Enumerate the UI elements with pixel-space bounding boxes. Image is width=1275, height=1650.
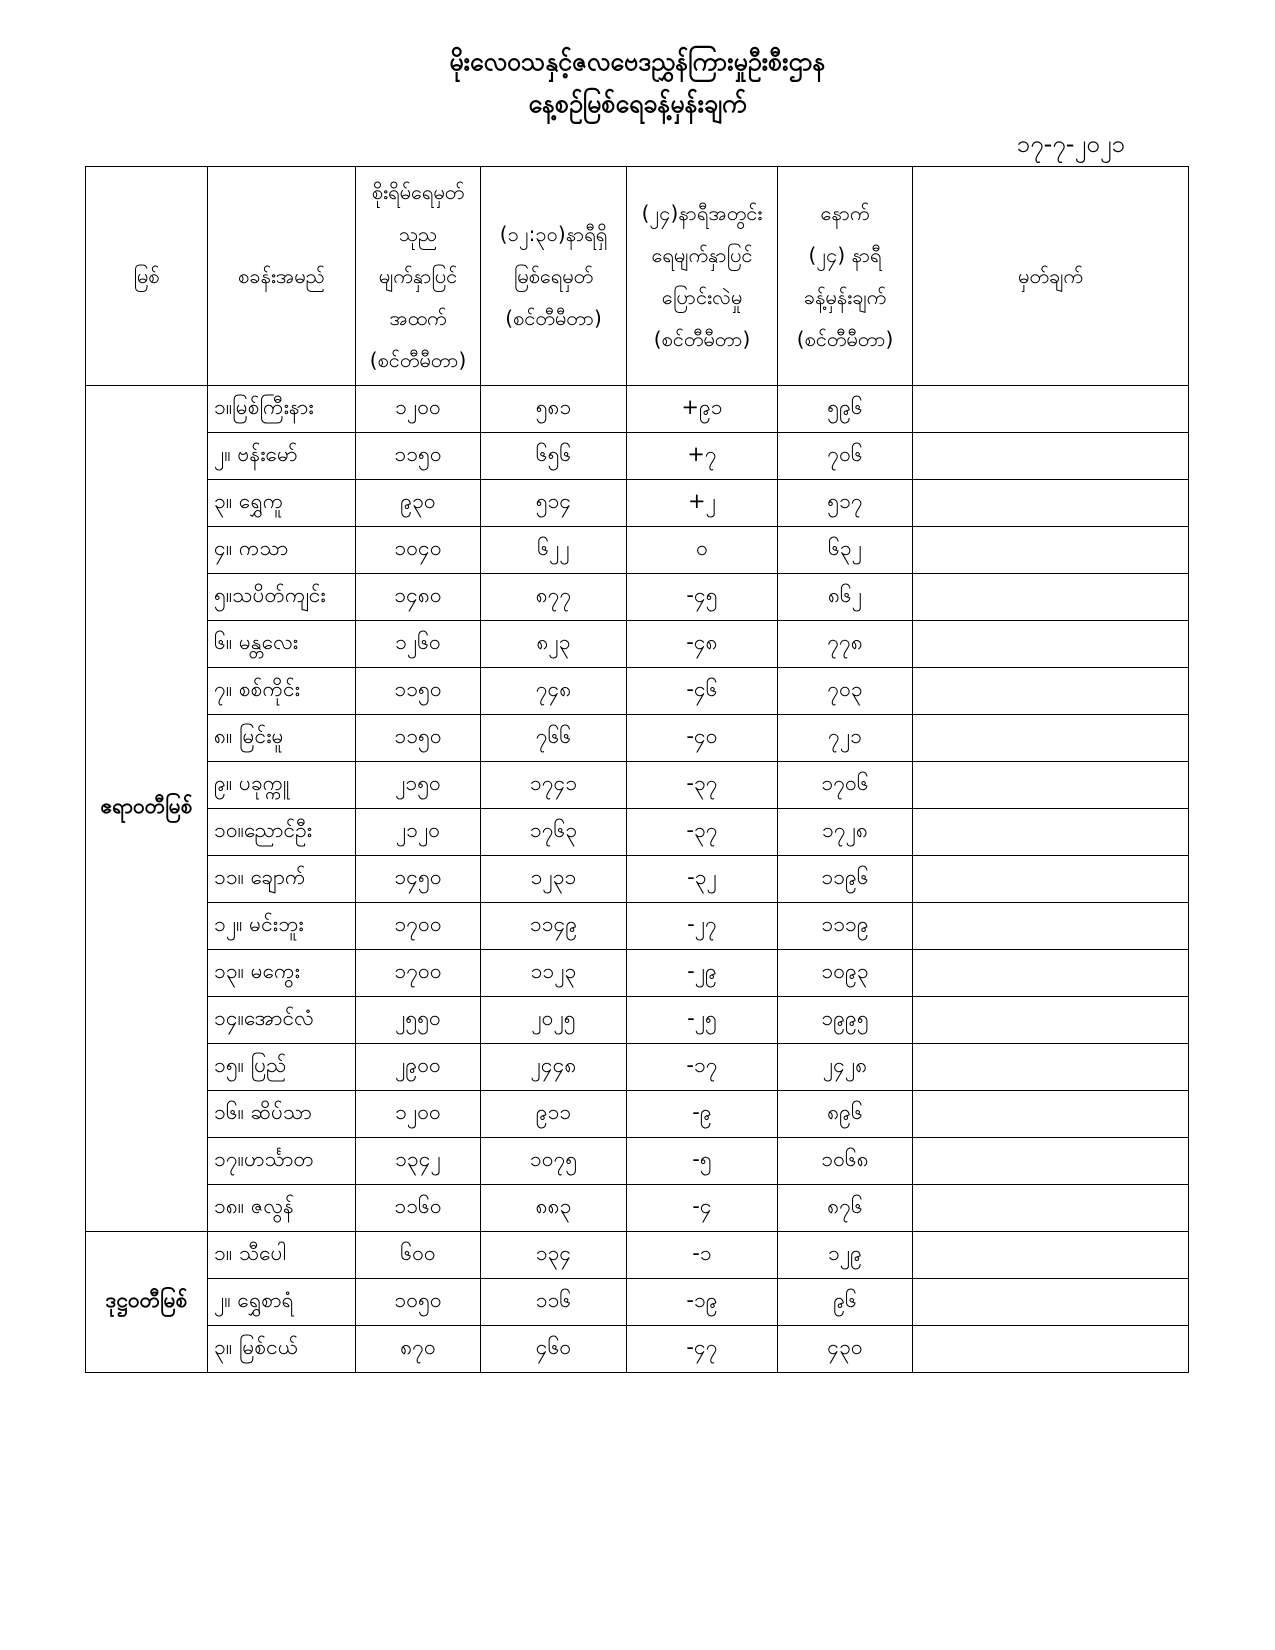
- table-row: [86, 574, 1189, 621]
- station-cell: ၁၈။ ဇလွန်: [208, 1185, 356, 1232]
- change-cell: +၇: [627, 433, 778, 480]
- current-level-cell: ၈၈၃: [481, 1185, 627, 1232]
- change-cell: -၄၀: [627, 715, 778, 762]
- danger-level-cell: ၁၁၅၀: [356, 715, 481, 762]
- station-cell: ၁၀။ညောင်ဦး: [208, 809, 356, 856]
- change-cell: -၄၅: [627, 574, 778, 621]
- table-row: [86, 1326, 1189, 1373]
- station-cell: ၂။ ရွှေစာရံ: [208, 1279, 356, 1326]
- forecast-cell: ၆၃၂: [778, 527, 913, 574]
- column-header-line: (၁၂:၃၀)နာရီရှိ: [499, 222, 608, 246]
- forecast-cell: ၂၄၂၈: [778, 1044, 913, 1091]
- danger-level-cell: ၁၇၀၀: [356, 950, 481, 997]
- change-cell: -၁: [627, 1232, 778, 1279]
- current-level-cell: ၈၇၇: [481, 574, 627, 621]
- station-cell: ၆။ မန္တလေး: [208, 621, 356, 668]
- change-cell: -၂၅: [627, 997, 778, 1044]
- forecast-cell: ၁၀၆၈: [778, 1138, 913, 1185]
- change-cell: -၄: [627, 1185, 778, 1232]
- forecast-cell: ၇၀၃: [778, 668, 913, 715]
- danger-level-cell: ၁၀၅၀: [356, 1279, 481, 1326]
- column-header-forecast-24h: [778, 167, 913, 386]
- column-header-line: မျက်နှာပြင်: [378, 264, 458, 288]
- forecast-cell: ၄၃၀: [778, 1326, 913, 1373]
- change-cell: -၁၇: [627, 1044, 778, 1091]
- remark-cell: [913, 762, 1189, 809]
- column-header-line: အထက်: [389, 306, 447, 330]
- forecast-cell: ၁၁၉၆: [778, 856, 913, 903]
- change-cell: -၃၂: [627, 856, 778, 903]
- forecast-cell: ၁၂၉: [778, 1232, 913, 1279]
- column-header-river: [86, 167, 208, 386]
- current-level-cell: ၅၈၁: [481, 386, 627, 433]
- forecast-cell: ၇၂၁: [778, 715, 913, 762]
- column-header-station: [208, 167, 356, 386]
- danger-level-cell: ၁၂၀၀: [356, 386, 481, 433]
- forecast-cell: ၇၀၆: [778, 433, 913, 480]
- remark-cell: [913, 1044, 1189, 1091]
- table-row: [86, 715, 1189, 762]
- change-cell: -၄၇: [627, 1326, 778, 1373]
- table-body: [86, 386, 1189, 1373]
- remark-cell: [913, 433, 1189, 480]
- table-row: [86, 1091, 1189, 1138]
- danger-level-cell: ၁၂၀၀: [356, 1091, 481, 1138]
- current-level-cell: ၁၁၂၃: [481, 950, 627, 997]
- danger-level-cell: ၁၂၆၀: [356, 621, 481, 668]
- danger-level-cell: ၁၃၄၂: [356, 1138, 481, 1185]
- danger-level-cell: ၂၁၂၀: [356, 809, 481, 856]
- forecast-cell: ၇၇၈: [778, 621, 913, 668]
- danger-level-cell: ၈၇၀: [356, 1326, 481, 1373]
- forecast-cell: ၉၆: [778, 1279, 913, 1326]
- table-row: [86, 386, 1189, 433]
- remark-cell: [913, 1326, 1189, 1373]
- station-cell: ၁၆။ ဆိပ်သာ: [208, 1091, 356, 1138]
- forecast-cell: ၁၇၂၈: [778, 809, 913, 856]
- station-cell: ၇။ စစ်ကိုင်း: [208, 668, 356, 715]
- current-level-cell: ၈၂၃: [481, 621, 627, 668]
- change-cell: -၅: [627, 1138, 778, 1185]
- table-row: [86, 1185, 1189, 1232]
- station-cell: ၃။ မြစ်ငယ်: [208, 1326, 356, 1373]
- station-cell: ၁၁။ ချောက်: [208, 856, 356, 903]
- remark-cell: [913, 527, 1189, 574]
- table-row: [86, 856, 1189, 903]
- current-level-cell: ၅၁၄: [481, 480, 627, 527]
- column-header-line: နောက်: [820, 201, 870, 225]
- current-level-cell: ၁၁၆: [481, 1279, 627, 1326]
- column-header-line: ခန့်မှန်းချက်: [803, 285, 887, 309]
- current-level-cell: ၇၆၆: [481, 715, 627, 762]
- river-name-cell: ဒုဋ္ဌဝတီမြစ်: [86, 1232, 208, 1373]
- header-row: [86, 167, 1189, 386]
- station-cell: ၅။သပိတ်ကျင်း: [208, 574, 356, 621]
- station-cell: ၁။ သီပေါ: [208, 1232, 356, 1279]
- danger-level-cell: ၉၃၀: [356, 480, 481, 527]
- table-row: [86, 1279, 1189, 1326]
- page-title: မိုးလေဝသနှင့်ဇလဗေဒညွှန်ကြားမှုဦးစီးဌာန: [449, 47, 826, 76]
- danger-level-cell: ၁၀၄၀: [356, 527, 481, 574]
- forecast-cell: ၅၁၇: [778, 480, 913, 527]
- table-row: [86, 903, 1189, 950]
- column-header-line: ရေမျက်နှာပြင်: [651, 243, 753, 267]
- danger-level-cell: ၂၉၀၀: [356, 1044, 481, 1091]
- table-row: [86, 621, 1189, 668]
- column-header-current-level: [481, 167, 627, 386]
- river-name-cell: ဧရာဝတီမြစ်: [86, 386, 208, 1232]
- remark-cell: [913, 1232, 1189, 1279]
- forecast-cell: ၅၉၆: [778, 386, 913, 433]
- table-row: [86, 1044, 1189, 1091]
- danger-level-cell: ၁၁၆၀: [356, 1185, 481, 1232]
- station-cell: ၁၇။ဟင်္သာတ: [208, 1138, 356, 1185]
- current-level-cell: ၁၃၄: [481, 1232, 627, 1279]
- column-header-line: (၂၄)နာရီအတွင်း: [641, 201, 763, 225]
- table-row: [86, 433, 1189, 480]
- station-cell: ၈။ မြင်းမူ: [208, 715, 356, 762]
- change-cell: +၉၁: [627, 386, 778, 433]
- forecast-cell: ၁၀၉၃: [778, 950, 913, 997]
- station-cell: ၁။မြစ်ကြီးနား: [208, 386, 356, 433]
- current-level-cell: ၄၆၀: [481, 1326, 627, 1373]
- remark-cell: [913, 1091, 1189, 1138]
- remark-cell: [913, 856, 1189, 903]
- forecast-cell: ၈၉၆: [778, 1091, 913, 1138]
- remark-cell: [913, 1185, 1189, 1232]
- table-row: [86, 480, 1189, 527]
- change-cell: -၉: [627, 1091, 778, 1138]
- danger-level-cell: ၂၁၅၀: [356, 762, 481, 809]
- current-level-cell: ၁၇၄၁: [481, 762, 627, 809]
- change-cell: -၃၇: [627, 809, 778, 856]
- forecast-cell: ၁၁၁၉: [778, 903, 913, 950]
- column-header-line: (စင်တီမီတာ): [369, 348, 467, 372]
- table-row: [86, 950, 1189, 997]
- column-header-line: သုည: [398, 222, 438, 246]
- danger-level-cell: ၁၁၅၀: [356, 433, 481, 480]
- table-row: [86, 1138, 1189, 1185]
- remark-cell: [913, 574, 1189, 621]
- danger-level-cell: ၁၇၀၀: [356, 903, 481, 950]
- remark-cell: [913, 621, 1189, 668]
- change-cell: -၁၉: [627, 1279, 778, 1326]
- column-header-line: (စင်တီမီတာ): [653, 327, 751, 351]
- forecast-cell: ၁၉၉၅: [778, 997, 913, 1044]
- danger-level-cell: ၆၀၀: [356, 1232, 481, 1279]
- column-header-line: (စင်တီမီတာ): [505, 306, 602, 330]
- column-header-line: (စင်တီမီတာ): [796, 327, 894, 351]
- current-level-cell: ၂၄၄၈: [481, 1044, 627, 1091]
- station-cell: ၄။ ကသာ: [208, 527, 356, 574]
- column-header-line: မှတ်ချက်: [1018, 264, 1083, 288]
- remark-cell: [913, 386, 1189, 433]
- page-subtitle: နေ့စဉ်မြစ်ရေခန့်မှန်းချက်: [528, 89, 747, 118]
- column-header-change-24h: [627, 167, 778, 386]
- current-level-cell: ၆၅၆: [481, 433, 627, 480]
- remark-cell: [913, 668, 1189, 715]
- remark-cell: [913, 1138, 1189, 1185]
- danger-level-cell: ၁၄၅၀: [356, 856, 481, 903]
- station-cell: ၉။ ပခုက္ကူ: [208, 762, 356, 809]
- station-cell: ၁၂။ မင်းဘူး: [208, 903, 356, 950]
- forecast-cell: ၈၆၂: [778, 574, 913, 621]
- column-header-line: စိုးရိမ်ရေမှတ်: [371, 180, 465, 204]
- station-cell: ၃။ ရွှေကူ: [208, 480, 356, 527]
- remark-cell: [913, 997, 1189, 1044]
- current-level-cell: ၇၄၈: [481, 668, 627, 715]
- remark-cell: [913, 809, 1189, 856]
- remark-cell: [913, 950, 1189, 997]
- current-level-cell: ၆၂၂: [481, 527, 627, 574]
- remark-cell: [913, 903, 1189, 950]
- column-header-line: မြစ်: [133, 264, 160, 288]
- column-header-remarks: [913, 167, 1189, 386]
- table-row: [86, 997, 1189, 1044]
- table-row: [86, 762, 1189, 809]
- forecast-cell: ၁၇၀၆: [778, 762, 913, 809]
- column-header-line: ပြောင်းလဲမှု: [661, 285, 743, 309]
- change-cell: ၀: [627, 527, 778, 574]
- station-cell: ၂။ ဗန်းမော်: [208, 433, 356, 480]
- current-level-cell: ၂၀၂၅: [481, 997, 627, 1044]
- change-cell: -၄၈: [627, 621, 778, 668]
- station-cell: ၁၄။အောင်လံ: [208, 997, 356, 1044]
- change-cell: -၂၉: [627, 950, 778, 997]
- remark-cell: [913, 1279, 1189, 1326]
- change-cell: +၂: [627, 480, 778, 527]
- forecast-cell: ၈၇၆: [778, 1185, 913, 1232]
- danger-level-cell: ၂၅၅၀: [356, 997, 481, 1044]
- column-header-danger-level: [356, 167, 481, 386]
- change-cell: -၂၇: [627, 903, 778, 950]
- table-row: [86, 1232, 1189, 1279]
- danger-level-cell: ၁၄၈၀: [356, 574, 481, 621]
- remark-cell: [913, 715, 1189, 762]
- table-row: [86, 668, 1189, 715]
- table-row: [86, 809, 1189, 856]
- current-level-cell: ၁၂၃၁: [481, 856, 627, 903]
- current-level-cell: ၁၁၄၉: [481, 903, 627, 950]
- current-level-cell: ၁၇၆၃: [481, 809, 627, 856]
- column-header-line: (၂၄) နာရီ: [808, 243, 882, 267]
- current-level-cell: ၁၀၇၅: [481, 1138, 627, 1185]
- column-header-line: စခန်းအမည်: [237, 264, 326, 288]
- station-cell: ၁၃။ မကွေး: [208, 950, 356, 997]
- table-row: [86, 527, 1189, 574]
- report-date: ၁၇-၇-၂၀၂၁: [1016, 130, 1125, 158]
- station-cell: ၁၅။ ပြည်: [208, 1044, 356, 1091]
- river-forecast-table: [85, 166, 1189, 1373]
- danger-level-cell: ၁၁၅၀: [356, 668, 481, 715]
- current-level-cell: ၉၁၁: [481, 1091, 627, 1138]
- remark-cell: [913, 480, 1189, 527]
- change-cell: -၃၇: [627, 762, 778, 809]
- column-header-line: မြစ်ရေမှတ်: [513, 264, 594, 288]
- change-cell: -၄၆: [627, 668, 778, 715]
